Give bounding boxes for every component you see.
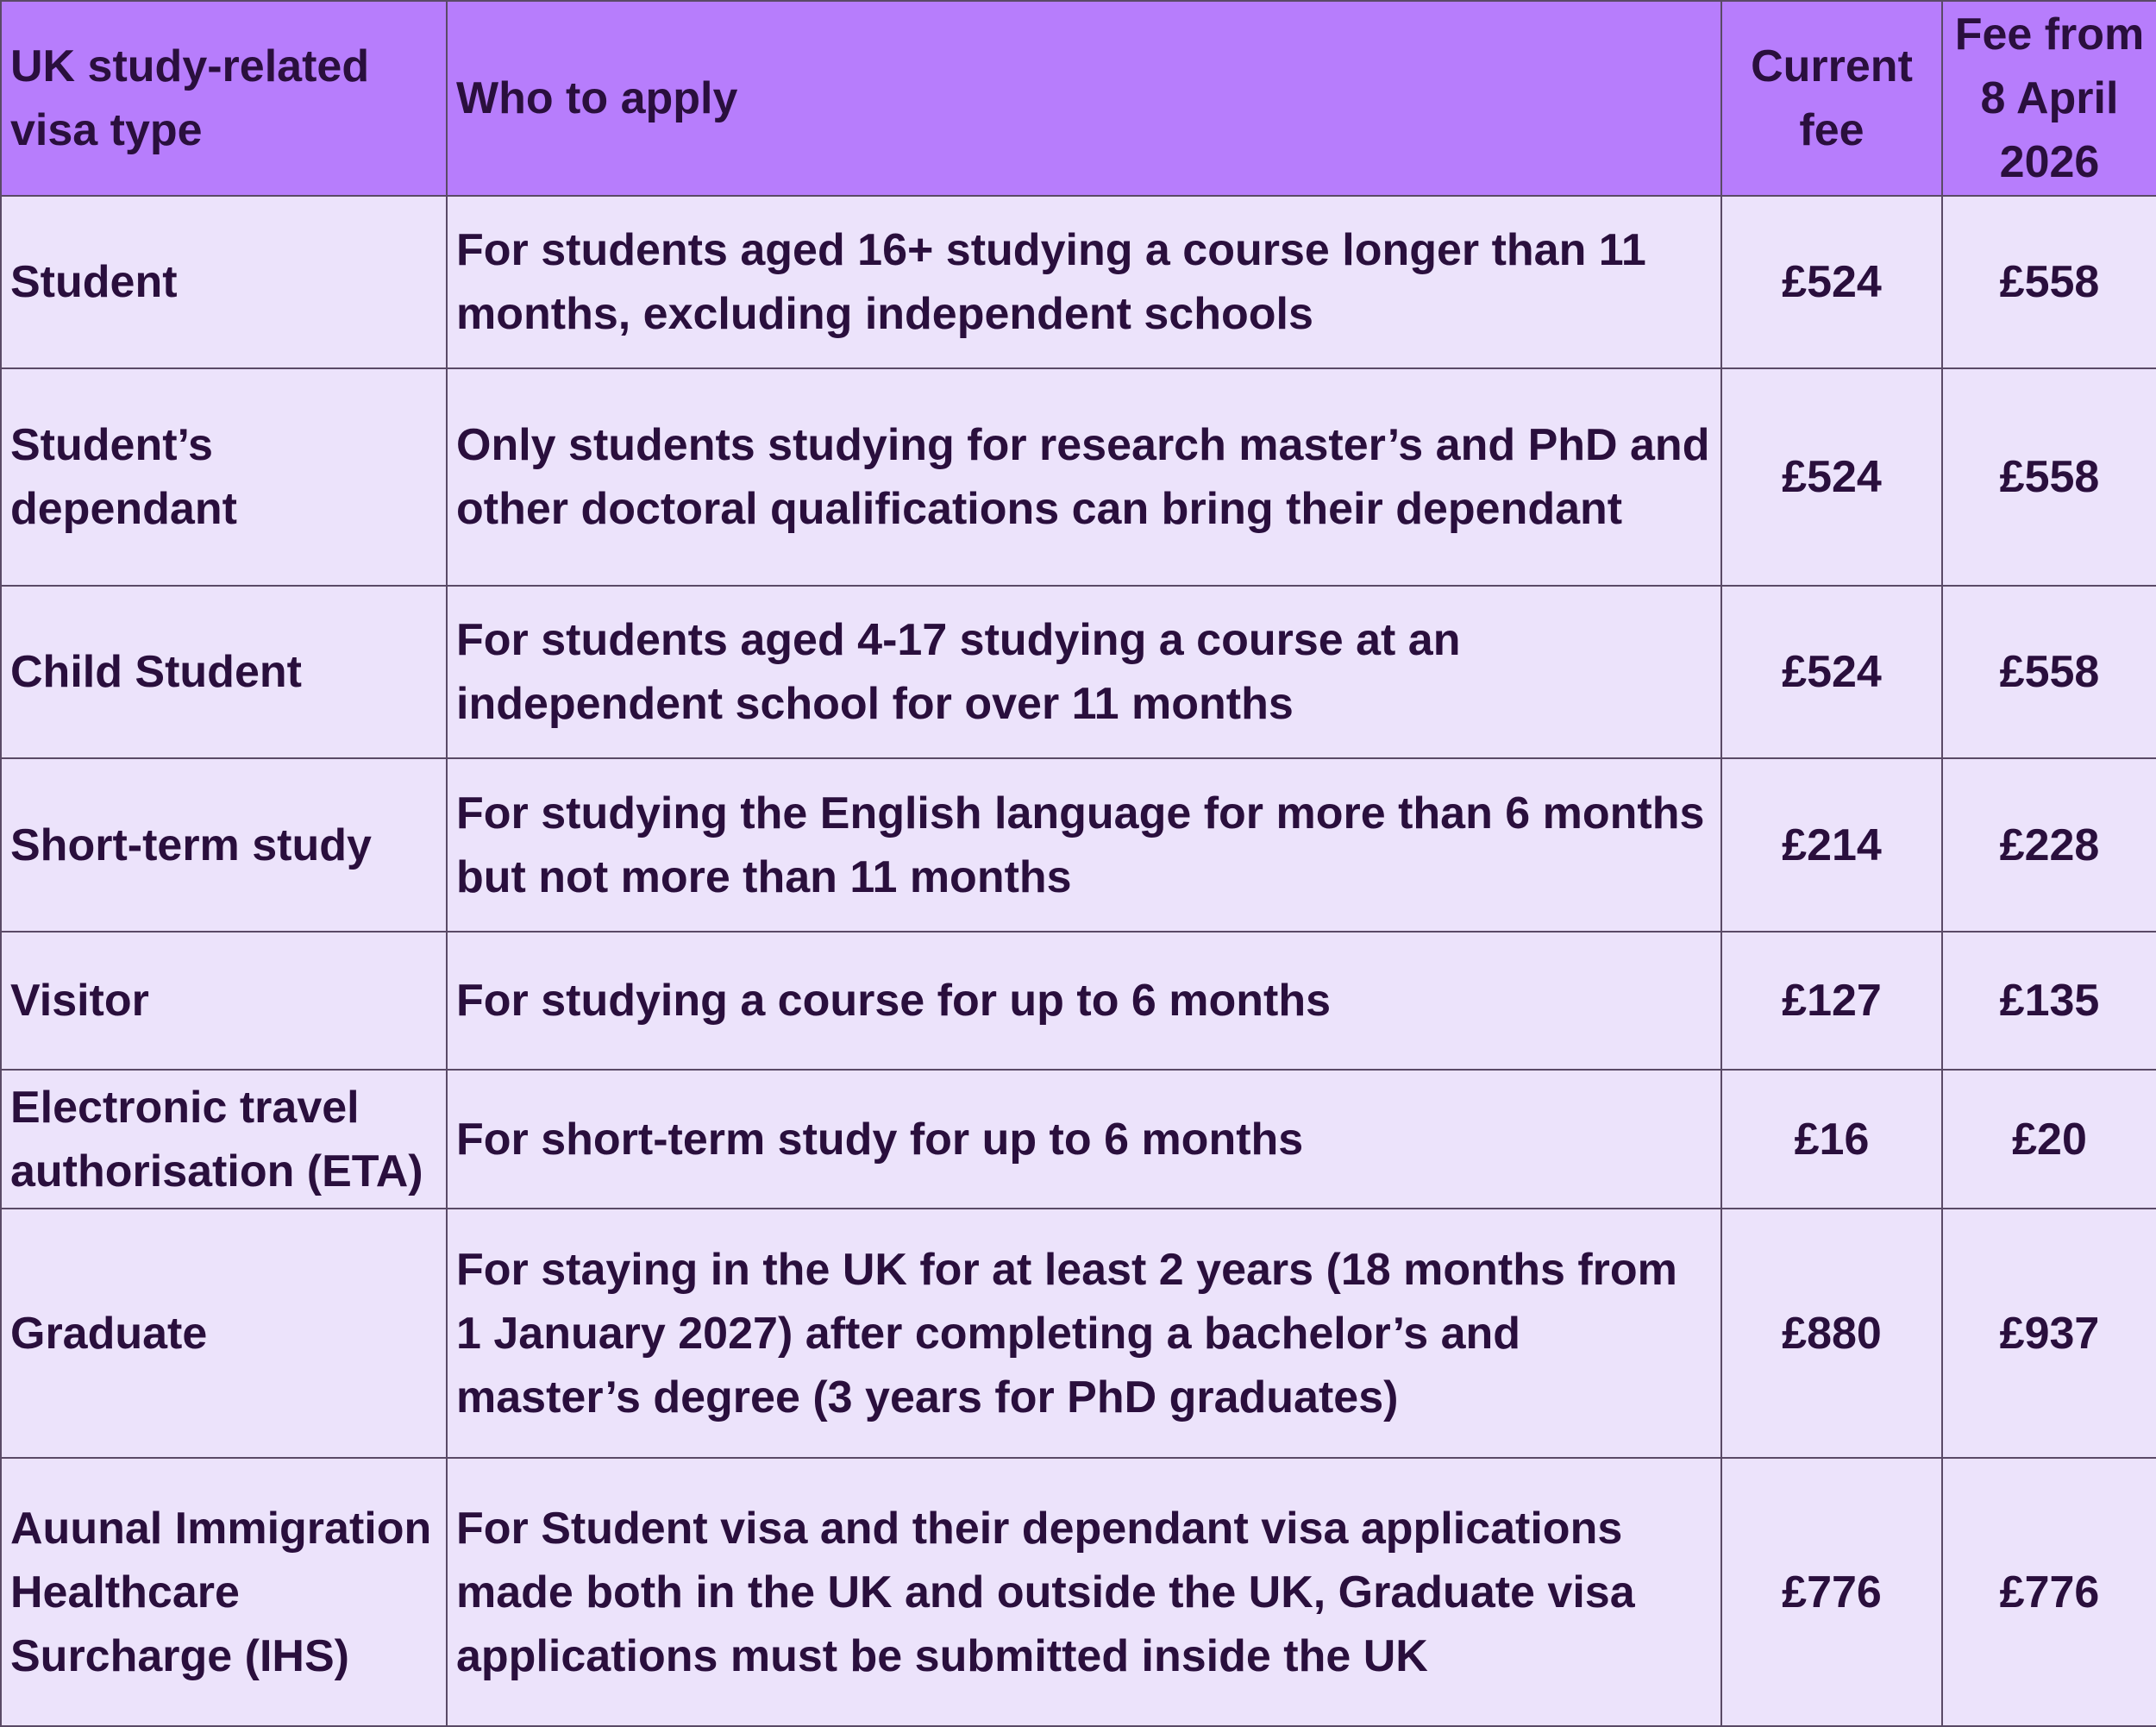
current-fee-cell: £524 <box>1721 196 1942 368</box>
new-fee-cell: £776 <box>1942 1458 2156 1726</box>
who-to-apply-cell: Only students studying for research master’s and PhD and other doctoral qualifications can bring their dependant <box>447 368 1721 586</box>
new-fee-cell: £937 <box>1942 1209 2156 1458</box>
visa-type-cell: Auunal Immigration Healthcare Surcharge (IHS) <box>1 1458 447 1726</box>
new-fee-cell: £135 <box>1942 932 2156 1070</box>
current-fee-cell: £524 <box>1721 368 1942 586</box>
new-fee-cell: £558 <box>1942 196 2156 368</box>
visa-type-cell: Graduate <box>1 1209 447 1458</box>
new-fee-cell: £20 <box>1942 1070 2156 1209</box>
table-row <box>1 196 2156 368</box>
current-fee-cell: £524 <box>1721 586 1942 758</box>
visa-type-cell: Child Student <box>1 586 447 758</box>
table-row <box>1 758 2156 932</box>
current-fee-cell: £214 <box>1721 758 1942 932</box>
current-fee-cell: £127 <box>1721 932 1942 1070</box>
who-to-apply-cell: For students aged 4-17 studying a course at an independent school for over 11 months <box>447 586 1721 758</box>
who-to-apply-cell: For short-term study for up to 6 months <box>447 1070 1721 1209</box>
table-row <box>1 368 2156 586</box>
who-to-apply-cell: For students aged 16+ studying a course longer than 11 months, excluding independent schools <box>447 196 1721 368</box>
header-new-fee: Fee from 8 April 2026 <box>1942 1 2156 196</box>
current-fee-cell: £776 <box>1721 1458 1942 1726</box>
table-row <box>1 1070 2156 1209</box>
current-fee-cell: £880 <box>1721 1209 1942 1458</box>
table-row <box>1 586 2156 758</box>
who-to-apply-cell: For studying a course for up to 6 months <box>447 932 1721 1070</box>
header-row <box>1 1 2156 196</box>
header-who-to-apply: Who to apply <box>447 1 1721 196</box>
table-row <box>1 932 2156 1070</box>
current-fee-cell: £16 <box>1721 1070 1942 1209</box>
visa-type-cell: Visitor <box>1 932 447 1070</box>
visa-type-cell: Student’s dependant <box>1 368 447 586</box>
new-fee-cell: £558 <box>1942 368 2156 586</box>
who-to-apply-cell: For staying in the UK for at least 2 years (18 months from 1 January 2027) after completing a bachelor’s and master’s degree (3 years for PhD graduates) <box>447 1209 1721 1458</box>
visa-type-cell: Short-term study <box>1 758 447 932</box>
visa-type-cell: Electronic travel authorisation (ETA) <box>1 1070 447 1209</box>
table-row <box>1 1209 2156 1458</box>
who-to-apply-cell: For studying the English language for more than 6 months but not more than 11 months <box>447 758 1721 932</box>
table-row <box>1 1458 2156 1726</box>
who-to-apply-cell: For Student visa and their dependant visa applications made both in the UK and outside the UK, Graduate visa applications must be submitted inside the UK <box>447 1458 1721 1726</box>
new-fee-cell: £228 <box>1942 758 2156 932</box>
header-visa-type: UK study-related visa type <box>1 1 447 196</box>
new-fee-cell: £558 <box>1942 586 2156 758</box>
header-current-fee: Current fee <box>1721 1 1942 196</box>
visa-type-cell: Student <box>1 196 447 368</box>
